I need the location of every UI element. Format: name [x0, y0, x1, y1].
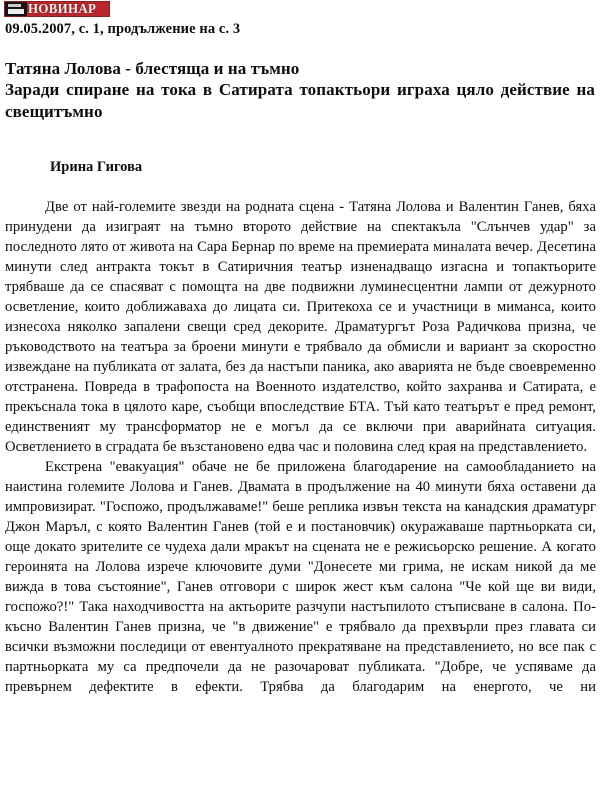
article-subheadline: Заради спиране на тока в Сатирата топактьори играха цяло действие на свещитъмно	[5, 80, 595, 121]
article-paragraph: Две от най-големите звезди на родната сцена - Татяна Лолова и Валентин Ганев, бяха принудени да изиграят на тъмно второто действие на спектакъла "Слънчев удар" за последното лято от живота на Сара Бернар по време на премиерата миналата вечер. Десетина минути след антракта токът в Сатиричния театър изненадващо изгасна и топактьорите трябваше да се спасяват с помощта на две подвижни луминесцентни лампи от дежурното осветление, които доближаваха до лицата си. Притекоха се и участници в миманса, които изнесоха няколко запалени свещи сред декорите. Драматургът Роза Радичкова призна, че ръководството на театъра за броени минути е трябвало да обмисли и вариант за скоростно извеждане на публиката от залата, без да настъпи паника, ако аварията не бъде своевременно отстранена. Повреда в трафопоста на Военното издателство, който захранва и Сатирата, е прекъснала тока в цялото каре, съобщи впоследствие БТА. Тъй като театърът е пред ремонт, единственият му трансформатор не е могъл да се включи при аварийната ситуация. Осветлението в сградата бе възстановено едва час и половина след края на представлението.	[5, 199, 596, 455]
masthead-brand-text: НОВИНАР	[27, 1, 97, 16]
newspaper-camera-icon	[5, 2, 27, 16]
headline-block	[5, 58, 595, 122]
article-headline: Татяна Лолова - блестяща и на тъмно	[5, 59, 300, 78]
article-byline: Ирина Гигова	[50, 159, 143, 175]
dateline: 09.05.2007, с. 1, продължение на с. 3	[5, 21, 241, 37]
masthead-logo	[4, 1, 110, 17]
article-body	[5, 197, 596, 697]
article-paragraph: Екстрена "евакуация" обаче не бе приложена благодарение на самообладанието на наистина големите Лолова и Ганев. Двамата в продължение на 40 минути бяха оставени да импровизират. "Госпожо, продължаваме!" беше реплика извън текста на канадския драматург Джон Маръл, с която Валентин Ганев (той е и постановчик) окуражаваше партньорката си, още докато зрителите се чудеха дали мракът на сцената не е режисьорско решение. А когато героинята на Лолова изрече ключовите думи "Донесете ми грима, не искам никой да ме вижда в това състояние", Ганев отговори с широк жест към салона "Че кой ще ви види, госпожо?!" Така находчивостта на актьорите разчупи настъпилото стъписване в салона. По-късно Валентин Ганев призна, че "в движение" е трябвало да прехвърли през главата си всички възможни последици от евентуалното прекратяване на представлението, но все пак с партньорката му са предпочели да не разочароват публиката. "Добре, че успяваме да превърнем дефектите в ефекти. Трябва да благодарим на енергото, че ни	[5, 459, 596, 695]
